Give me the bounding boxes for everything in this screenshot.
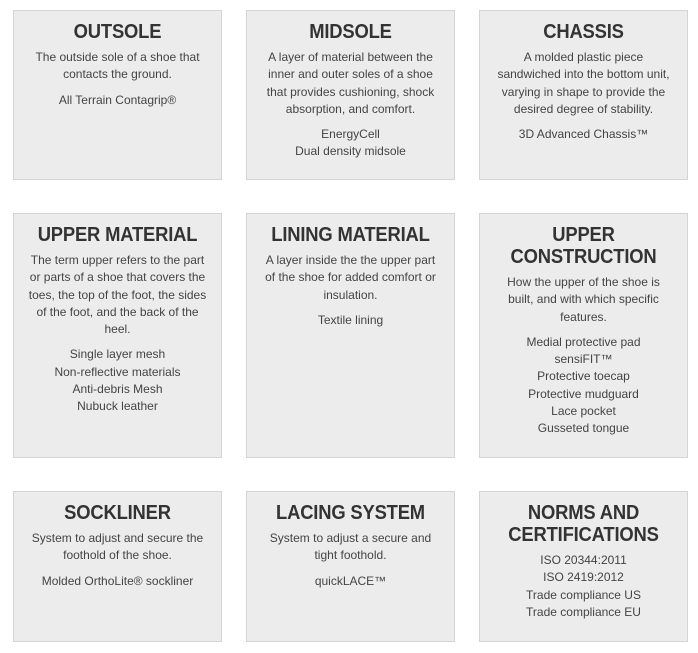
feature-list <box>261 126 440 161</box>
feature-card-sockliner <box>13 491 222 642</box>
feature-item: ISO 20344:2011 <box>540 553 627 567</box>
feature-card-upper-construction <box>479 213 688 458</box>
card-description: The term upper refers to the part or parts of a shoe that covers the toes, the top of the foot, the sides of the foot, and the back of the heel. <box>28 253 207 337</box>
feature-list <box>494 552 673 621</box>
feature-item: ISO 2419:2012 <box>543 570 624 585</box>
feature-item: Dual density midsole <box>295 144 406 159</box>
card-description: How the upper of the shoe is built, and with which specific features. <box>507 275 660 324</box>
card-title: SOCKLINER <box>64 502 171 524</box>
feature-item: Single layer mesh <box>69 347 166 362</box>
card-title: OUTSOLE <box>73 21 162 43</box>
feature-list <box>494 334 673 438</box>
feature-item: EnergyCell <box>321 127 380 142</box>
feature-item: sensiFIT™ <box>554 352 613 367</box>
feature-card-norms-certifications <box>479 491 688 642</box>
feature-item: Lace pocket <box>551 404 616 419</box>
feature-list <box>261 573 440 590</box>
feature-card-upper-material <box>13 213 222 458</box>
card-description: System to adjust and secure the foothold of the shoe. <box>31 531 204 563</box>
feature-item: Anti-debris Mesh <box>72 382 163 397</box>
card-title: UPPER CONSTRUCTION <box>510 224 657 268</box>
card-title: NORMS AND CERTIFICATIONS <box>508 502 659 546</box>
card-description: A molded plastic piece sandwiched into the bottom unit, varying in shape to provide the desired degree of stability. <box>497 50 670 116</box>
feature-item: Gusseted tongue <box>537 421 630 436</box>
feature-card-midsole <box>246 10 455 180</box>
feature-item: Molded OrthoLite® sockliner <box>41 573 194 588</box>
feature-item: Medial protective pad <box>526 334 641 349</box>
feature-item: Textile lining <box>317 312 384 327</box>
feature-item: Non-reflective materials <box>54 364 181 379</box>
feature-card-lining-material <box>246 213 455 458</box>
feature-card-chassis <box>479 10 688 180</box>
feature-item: Protective mudguard <box>528 386 639 401</box>
card-description: The outside sole of a shoe that contacts the ground. <box>35 50 200 82</box>
feature-list <box>28 346 207 415</box>
feature-item: All Terrain Contagrip® <box>58 92 177 107</box>
feature-item: Nubuck leather <box>77 399 158 414</box>
feature-item: Trade compliance EU <box>526 604 641 619</box>
feature-item: Trade compliance US <box>526 587 641 602</box>
card-description: A layer of material between the inner and outer soles of a shoe that provides cushioning, shock absorption, and comfort. <box>266 50 435 116</box>
feature-list <box>494 126 673 143</box>
feature-item: quickLACE™ <box>314 573 387 588</box>
feature-list <box>28 573 207 590</box>
card-title: MIDSOLE <box>309 21 392 43</box>
card-description: A layer inside the the upper part of the shoe for added comfort or insulation. <box>265 253 436 302</box>
feature-card-lacing-system <box>246 491 455 642</box>
card-title: CHASSIS <box>543 21 624 43</box>
card-title: LACING SYSTEM <box>276 502 425 524</box>
feature-item: 3D Advanced Chassis™ <box>518 127 649 142</box>
feature-item: Protective toecap <box>537 369 630 384</box>
card-title: UPPER MATERIAL <box>37 224 198 246</box>
card-description: System to adjust a secure and tight foothold. <box>269 531 432 563</box>
card-title: LINING MATERIAL <box>271 224 430 246</box>
feature-card-outsole <box>13 10 222 180</box>
feature-list <box>28 92 207 109</box>
feature-list <box>261 312 440 329</box>
